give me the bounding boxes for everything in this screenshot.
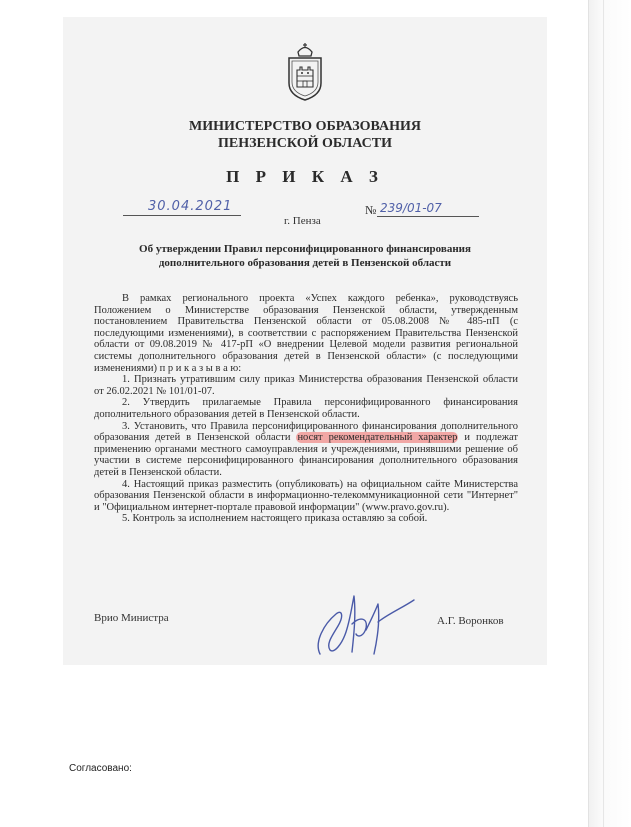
order-date: 30.04.2021: [148, 199, 233, 214]
order-city: г. Пенза: [284, 215, 321, 227]
edge-line: [603, 0, 604, 827]
item-3: [94, 421, 518, 479]
handwritten-signature: [308, 584, 418, 664]
coat-of-arms-icon: [284, 43, 326, 101]
order-subject: [103, 242, 507, 270]
subject-line-1: Об утверждении Правил персонифицированного финансирования: [139, 243, 471, 255]
ministry-name: [63, 118, 547, 152]
order-body: [94, 293, 518, 525]
order-scan: [63, 17, 547, 665]
order-title: П Р И К А З: [226, 167, 384, 186]
item-4: 4. Настоящий приказ разместить (опубликовать) на официальном сайте Министерства образования Пензенской области в информационно-телекоммуникационной сети "Интернет" и "Официальном интернет-портале правовой информации" (www.pravo.gov.ru).: [94, 478, 518, 513]
order-number: 239/01-07: [380, 201, 442, 215]
date-underline: [123, 215, 241, 216]
ministry-line-1: МИНИСТЕРСТВО ОБРАЗОВАНИЯ: [189, 119, 421, 134]
item-5: 5. Контроль за исполнением настоящего приказа оставляю за собой.: [122, 513, 428, 525]
signer-position: Врио Министра: [94, 612, 169, 624]
scroll-edge: [589, 0, 631, 827]
number-underline: [377, 216, 479, 217]
item-3-start: 3. Установить, что Правила персонифицированного финансирования дополнительного образования детей в Пензенской области: [94, 420, 518, 444]
item-2: 2. Утвердить прилагаемые Правила персонифицированного финансирования дополнительного образования детей в Пензенской области.: [94, 397, 518, 420]
subject-line-2: дополнительного образования детей в Пензенской области: [158, 257, 452, 269]
signer-name: А.Г. Воронков: [437, 615, 504, 627]
preamble-paragraph: В рамках регионального проекта «Успех каждого ребенка», руководствуясь Положением о Министерстве образования Пензенской области, утвержденным постановлением Правительства Пензенской области от 05.08.2008 № 485-пП (с последующими изменениями), в соответствии с распоряжением Правительства Пензенской области от 09.08.2019 № 417-рП «О внедрении Целевой модели развития региональной системы дополнительного образования детей в Пензенской области» (с последующими изменениями) п р и к а з ы в а ю:: [94, 293, 518, 374]
highlighted-phrase: носят рекомендательный характер: [297, 432, 458, 444]
item-1: 1. Признать утратившим силу приказ Министерства образования Пензенской области от 26.02.2021 № 101/01-07.: [94, 374, 518, 397]
item-3-end: и подлежат применению органами местного самоуправления и учреждениями, принявшими решение об участии в системе персонифицированного финансирования дополнительного образования детей в Пензенской области.: [94, 432, 518, 478]
approval-label: Согласовано:: [69, 763, 132, 774]
ministry-line-2: ПЕНЗЕНСКОЙ ОБЛАСТИ: [218, 136, 392, 151]
number-sign: №: [365, 203, 377, 217]
